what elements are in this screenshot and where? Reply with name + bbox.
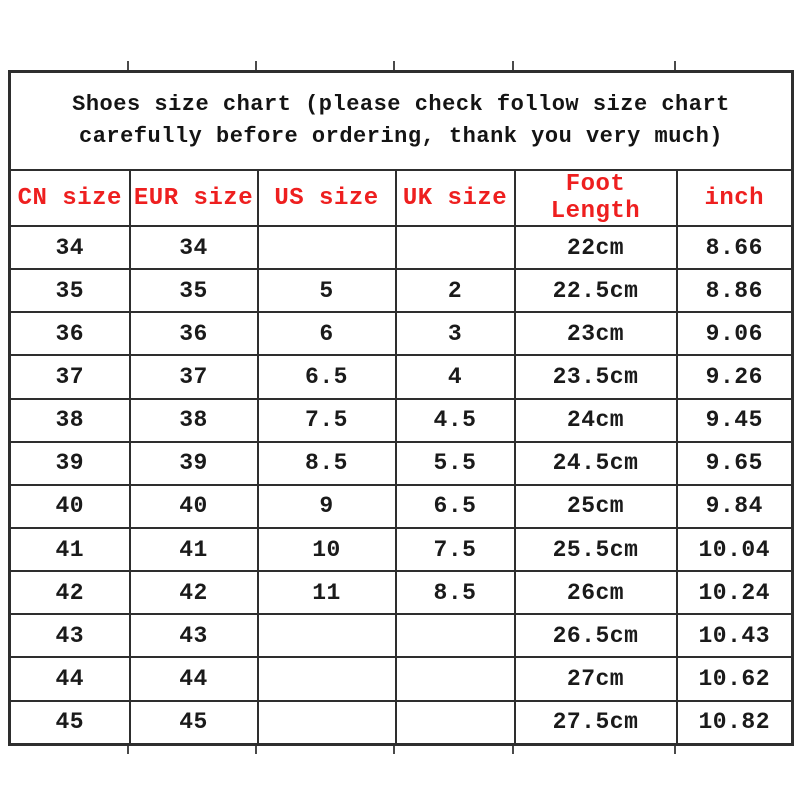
table-cell: 40 xyxy=(130,485,258,528)
scan-artifact-tick xyxy=(255,746,257,754)
size-chart-table xyxy=(8,70,794,746)
chart-title: Shoes size chart (please check follow size chart carefully before ordering, thank you very much) xyxy=(72,92,730,149)
table-cell: 43 xyxy=(10,614,130,657)
table-cell: 37 xyxy=(130,355,258,398)
table-cell: 23.5cm xyxy=(515,355,677,398)
table-cell: 36 xyxy=(130,312,258,355)
header-cell: CN size xyxy=(10,170,130,226)
header-row xyxy=(10,170,793,226)
table-row xyxy=(10,399,793,442)
table-cell: 24cm xyxy=(515,399,677,442)
table-cell: 36 xyxy=(10,312,130,355)
table-cell: 9.45 xyxy=(677,399,793,442)
table-cell: 27cm xyxy=(515,657,677,700)
table-cell: 34 xyxy=(10,226,130,269)
table-cell: 26cm xyxy=(515,571,677,614)
table-cell: 23cm xyxy=(515,312,677,355)
table-cell xyxy=(258,701,396,745)
scan-artifact-tick xyxy=(127,61,129,70)
table-cell: 10.43 xyxy=(677,614,793,657)
table-cell: 44 xyxy=(10,657,130,700)
table-cell: 25.5cm xyxy=(515,528,677,571)
table-cell: 8.5 xyxy=(396,571,515,614)
table-cell: 9 xyxy=(258,485,396,528)
table-cell xyxy=(258,657,396,700)
table-cell: 39 xyxy=(130,442,258,485)
table-cell: 22cm xyxy=(515,226,677,269)
scan-artifact-tick xyxy=(393,746,395,754)
table-cell: 24.5cm xyxy=(515,442,677,485)
table-cell: 10 xyxy=(258,528,396,571)
table-cell: 45 xyxy=(10,701,130,745)
header-cell: US size xyxy=(258,170,396,226)
table-cell xyxy=(396,701,515,745)
table-cell: 34 xyxy=(130,226,258,269)
table-cell: 26.5cm xyxy=(515,614,677,657)
table-cell: 43 xyxy=(130,614,258,657)
table-cell xyxy=(396,657,515,700)
table-cell: 38 xyxy=(130,399,258,442)
table-cell: 5 xyxy=(258,269,396,312)
table-cell: 35 xyxy=(130,269,258,312)
table-cell: 10.04 xyxy=(677,528,793,571)
table-cell: 44 xyxy=(130,657,258,700)
table-cell: 9.84 xyxy=(677,485,793,528)
scan-artifact-tick xyxy=(393,61,395,70)
table-cell: 22.5cm xyxy=(515,269,677,312)
table-row xyxy=(10,571,793,614)
title-row xyxy=(10,72,793,171)
table-cell: 10.24 xyxy=(677,571,793,614)
table-cell: 7.5 xyxy=(258,399,396,442)
table-cell: 6.5 xyxy=(396,485,515,528)
table-row xyxy=(10,528,793,571)
table-cell: 9.26 xyxy=(677,355,793,398)
table-cell: 3 xyxy=(396,312,515,355)
table-cell: 25cm xyxy=(515,485,677,528)
table-cell xyxy=(396,226,515,269)
table-cell: 6.5 xyxy=(258,355,396,398)
table-cell: 9.65 xyxy=(677,442,793,485)
scan-artifact-tick xyxy=(674,746,676,754)
table-cell: 10.62 xyxy=(677,657,793,700)
table-cell: 10.82 xyxy=(677,701,793,745)
size-table-body xyxy=(10,226,793,745)
table-cell: 37 xyxy=(10,355,130,398)
chart-title-cell xyxy=(10,72,793,171)
table-row xyxy=(10,614,793,657)
header-cell: EUR size xyxy=(130,170,258,226)
table-cell: 42 xyxy=(10,571,130,614)
table-row xyxy=(10,355,793,398)
table-cell: 45 xyxy=(130,701,258,745)
table-cell: 42 xyxy=(130,571,258,614)
table-cell: 39 xyxy=(10,442,130,485)
scan-artifact-tick xyxy=(512,61,514,70)
header-cell: Foot Length xyxy=(515,170,677,226)
table-row xyxy=(10,485,793,528)
table-cell: 7.5 xyxy=(396,528,515,571)
table-cell: 8.86 xyxy=(677,269,793,312)
scan-artifact-tick xyxy=(255,61,257,70)
table-cell: 4.5 xyxy=(396,399,515,442)
table-cell: 11 xyxy=(258,571,396,614)
table-cell: 6 xyxy=(258,312,396,355)
table-cell: 41 xyxy=(10,528,130,571)
table-cell: 38 xyxy=(10,399,130,442)
table-cell: 5.5 xyxy=(396,442,515,485)
table-row xyxy=(10,226,793,269)
table-cell: 9.06 xyxy=(677,312,793,355)
scan-artifact-tick xyxy=(674,61,676,70)
table-cell: 41 xyxy=(130,528,258,571)
table-cell: 2 xyxy=(396,269,515,312)
table-row xyxy=(10,657,793,700)
header-cell: inch xyxy=(677,170,793,226)
table-row xyxy=(10,269,793,312)
scan-artifact-tick xyxy=(127,746,129,754)
scan-artifact-tick xyxy=(512,746,514,754)
table-cell xyxy=(258,226,396,269)
table-cell: 8.5 xyxy=(258,442,396,485)
table-cell: 4 xyxy=(396,355,515,398)
table-cell: 35 xyxy=(10,269,130,312)
table-row xyxy=(10,701,793,745)
header-cell: UK size xyxy=(396,170,515,226)
table-row xyxy=(10,442,793,485)
table-cell: 27.5cm xyxy=(515,701,677,745)
table-cell: 8.66 xyxy=(677,226,793,269)
table-cell xyxy=(258,614,396,657)
table-row xyxy=(10,312,793,355)
table-cell: 40 xyxy=(10,485,130,528)
table-cell xyxy=(396,614,515,657)
